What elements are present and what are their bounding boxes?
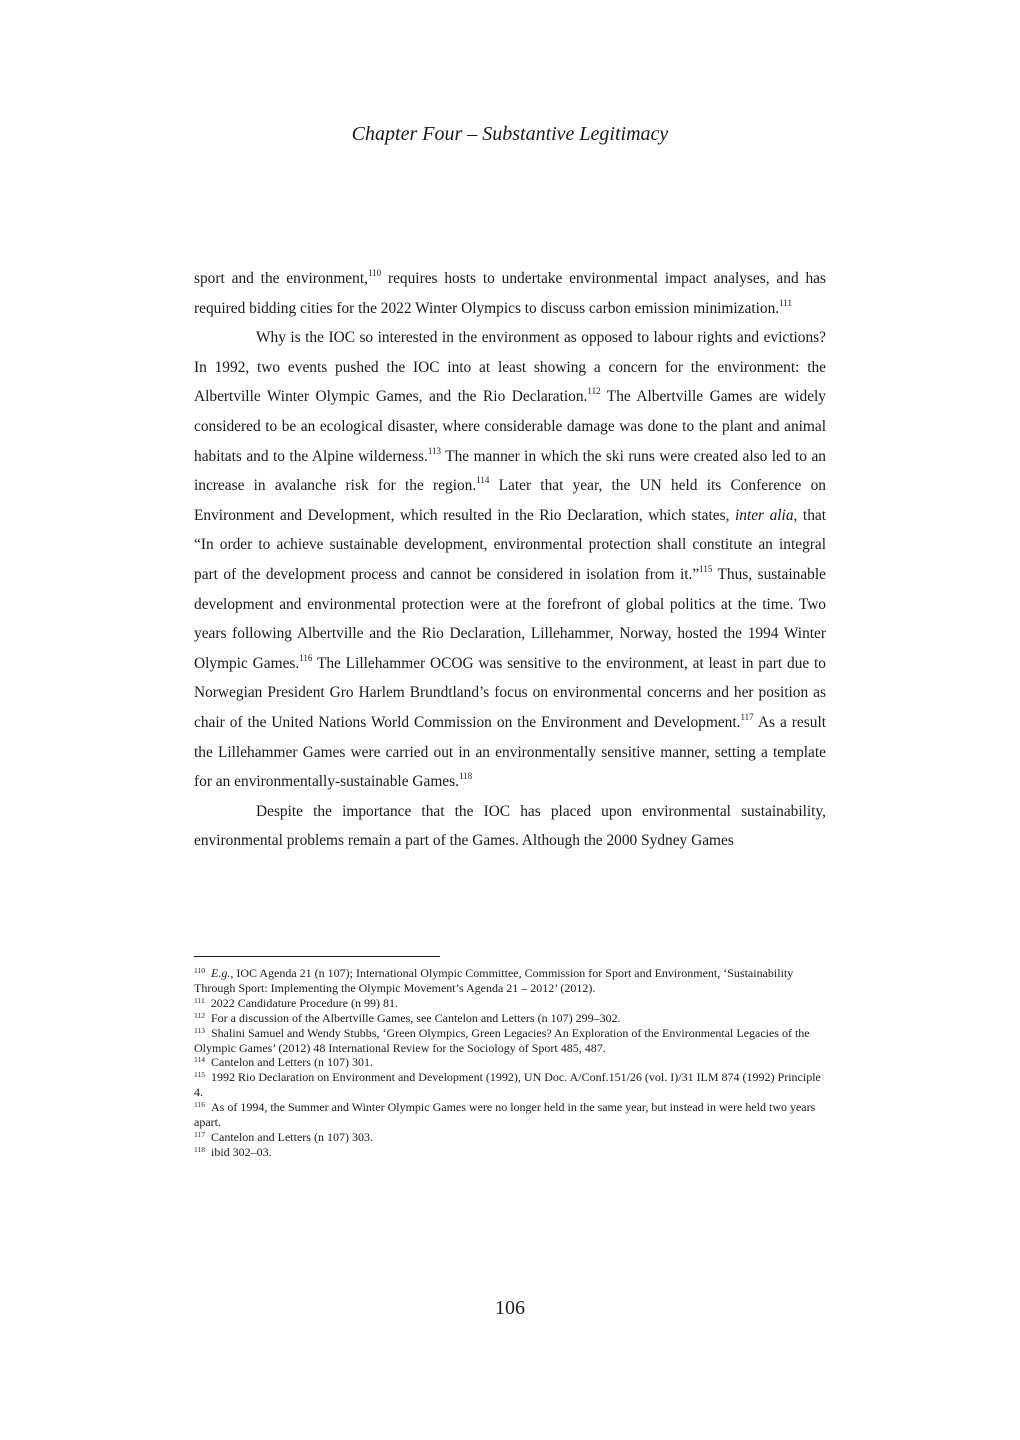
text-run: sport and the environment, (194, 270, 368, 287)
footnote-ref-110[interactable]: 110 (367, 268, 382, 278)
footnote-number: 118 (194, 1144, 205, 1154)
footnote-text: For a discussion of the Albertville Games, see Cantelon and Letters (n 107) 299–302. (210, 1010, 621, 1025)
footnote-text: Cantelon and Letters (n 107) 303. (210, 1129, 373, 1144)
footnote-divider (194, 956, 440, 957)
footnote-115 (194, 1070, 826, 1100)
footnote-number: 116 (194, 1100, 205, 1110)
footnote-text: 2022 Candidature Procedure (n 99) 81. (210, 995, 398, 1010)
footnote-ref-111[interactable]: 111 (779, 297, 792, 308)
footnote-ref-114[interactable]: 114 (476, 475, 490, 486)
running-head: Chapter Four – Substantive Legitimacy (351, 123, 669, 145)
footnote-ref-115[interactable]: 115 (699, 563, 713, 574)
footnote-number: 112 (194, 1010, 205, 1020)
footnote-text: ibid 302–03. (210, 1144, 272, 1159)
footnote-text: Shalini Samuel and Wendy Stubbs, ‘Green Olympics, Green Legacies? An Exploration of the Environmental Legacies of the Olympic Games’ (2012) 48 International Review for the Sociology of Sport 485, 487. (194, 1025, 810, 1055)
footnote-text: 1992 Rio Declaration on Environment and Development (1992), UN Doc. A/Conf.151/26 (vol. I)/31 ILM 874 (1992) Principle 4. (194, 1070, 821, 1100)
footnote-114 (194, 1055, 826, 1070)
footnote-ref-113[interactable]: 113 (427, 445, 442, 456)
text-run: Thus, sustainable development and environmental protection were at the forefront of global politics at the time. Two years following Albertville and the Rio Declaration, Lillehammer, Norway, hosted the 1994 Winter Olympic Games. (194, 565, 826, 672)
footnotes (194, 966, 826, 1160)
footnote-number: 111 (194, 995, 205, 1005)
footnote-116 (194, 1100, 826, 1130)
body-text (194, 264, 826, 856)
footnote-number: 114 (194, 1055, 205, 1065)
text-run: , that “In order to achieve sustainable development, environmental protection shall constitute an integral part of the development process and cannot be considered in isolation from it.” (194, 506, 827, 583)
footnote-118 (194, 1145, 826, 1160)
text-run: The manner in which the ski runs were created also led to an increase in avalanche risk for the region. (194, 447, 826, 495)
text-run: Later that year, the UN held its Conference on Environment and Development, which resulted in the Rio Declaration, which states, (194, 477, 826, 524)
italic-phrase: inter alia (734, 506, 794, 524)
paragraph-1 (194, 264, 826, 323)
text-run: The Albertville Games are widely considered to be an ecological disaster, where considerable damage was done to the plant and animal habitats and to the Alpine wilderness. (194, 388, 827, 465)
footnote-italic: E.g., (210, 966, 234, 980)
footnote-ref-117[interactable]: 117 (740, 711, 754, 722)
footnote-ref-118[interactable]: 118 (458, 771, 473, 782)
text-run: As a result the Lillehammer Games were carried out in an environmentally sensitive manner, setting a template for an environmentally-sustainable Games. (194, 713, 826, 791)
footnote-ref-116[interactable]: 116 (299, 652, 313, 663)
footnote-ref-112[interactable]: 112 (587, 386, 601, 397)
footnote-112 (194, 1011, 826, 1026)
text-run: Despite the importance that the IOC has placed upon environmental sustainability, environmental problems remain a part of the Games. Although the 2000 Sydney Games (194, 802, 826, 850)
footnote-text: As of 1994, the Summer and Winter Olympic Games were no longer held in the same year, but instead in were held two years apart. (194, 1100, 816, 1130)
footnote-117 (194, 1130, 826, 1145)
paragraph-3 (194, 797, 826, 856)
text-run: requires hosts to undertake environmental impact analyses, and has required bidding cities for the 2022 Winter Olympics to discuss carbon emission minimization. (194, 270, 826, 317)
paragraph-2 (194, 323, 826, 797)
footnote-number: 113 (194, 1025, 205, 1035)
footnote-110 (194, 966, 826, 996)
text-run: The Lillehammer OCOG was sensitive to the environment, at least in part due to Norwegian President Gro Harlem Brundtland’s focus on environmental concerns and her position as chair of the United Nations World Commission on the Environment and Development. (194, 654, 826, 731)
footnote-number: 117 (194, 1129, 205, 1139)
footnote-111 (194, 996, 826, 1011)
footnote-number: 115 (194, 1070, 205, 1080)
footnote-number: 110 (194, 966, 205, 975)
footnote-113 (194, 1026, 826, 1056)
footnote-text: Cantelon and Letters (n 107) 301. (210, 1055, 373, 1070)
text-run: Why is the IOC so interested in the environment as opposed to labour rights and evictions? In 1992, two events pushed the IOC into at least showing a concern for the environment: the Albertville Winter Olympic Games, and the Rio Declaration. (194, 329, 826, 406)
page-number: 106 (495, 1297, 525, 1319)
footnote-text: IOC Agenda 21 (n 107); International Olympic Committee, Commission for Sport and Environment, ‘Sustainability Through Sport: Implementing the Olympic Movement’s Agenda 21 – 2012’ (2012). (194, 966, 794, 995)
